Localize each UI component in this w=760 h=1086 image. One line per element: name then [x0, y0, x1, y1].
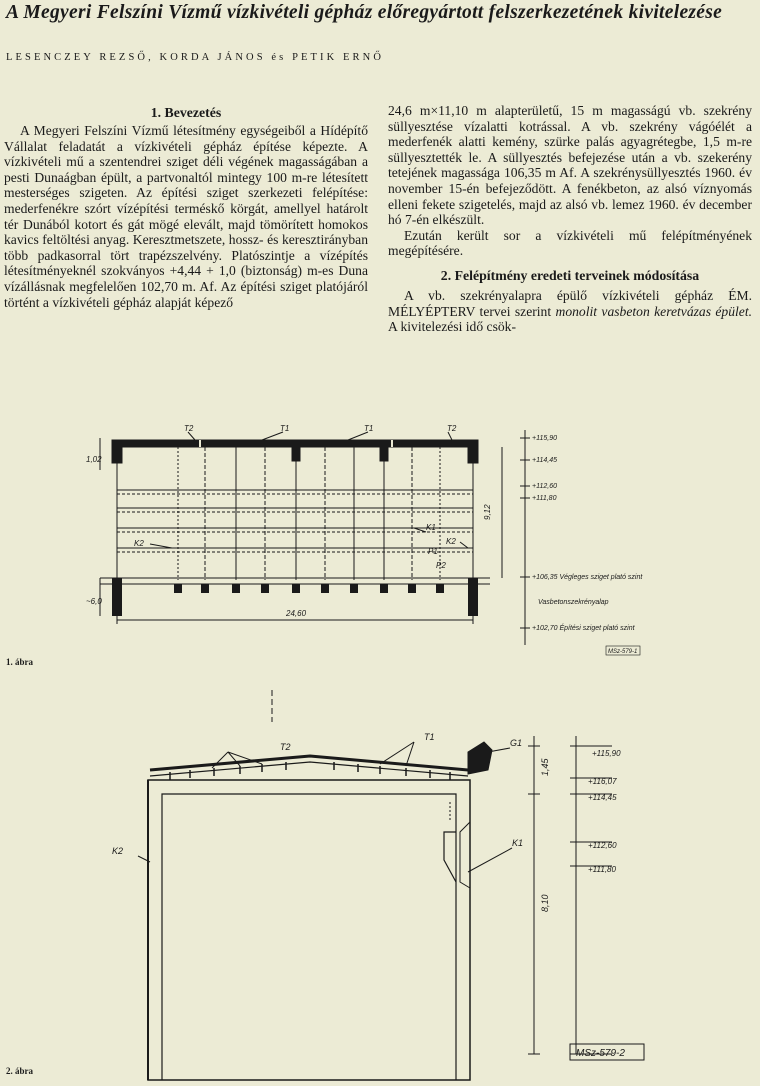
fig1-stamp: MSz-579-1: [608, 649, 638, 655]
figure-1-caption: 1. ábra: [6, 657, 33, 667]
fig1-dim-span: 24,60: [286, 609, 307, 618]
fig2-dim-2: 8,10: [540, 894, 550, 912]
section-1-heading: 1. Bevezetés: [150, 105, 222, 120]
fig2-level-5: +111,80: [588, 865, 616, 874]
fig1-label-P1: P1: [428, 547, 438, 556]
fig2-label-K2: K2: [112, 846, 124, 856]
fig1-level-6: Vasbetonszekrényalap: [538, 599, 609, 606]
fig2-level-3: +114,45: [588, 793, 617, 802]
fig1-label-T1a: T1: [280, 424, 290, 433]
fig2-stamp: MSz-579-2: [576, 1048, 625, 1059]
fig2-level-2: +116,07: [588, 777, 617, 786]
fig2-level-4: +112,60: [588, 841, 617, 850]
section-2-heading: 2. Felépítmény eredeti terveinek módosítása: [440, 267, 700, 283]
section-2-emphasis: monolit vasbeton keretvázas épület.: [555, 303, 752, 319]
fig2-roof: [150, 756, 468, 770]
fig1-label-K1: K1: [426, 523, 436, 532]
article-authors: LESENCZEY REZSŐ, KORDA JÁNOS és PETIK ERNŐ: [6, 52, 385, 63]
left-column: [4, 104, 368, 310]
fig2-label-T2: T2: [280, 742, 291, 752]
section-1-paragraph-1: A Megyeri Felszíni Vízmű létesítmény egységeiből a Hídépítő Vállalat feladatát a vízkivételi gépház építése képezte. A vízkivételi mű a szentendrei sziget déli végének magasságában a pesti Dunaágban épült, a partvonaltól mintegy 100 m-re létesített mesterséges szigeten. Az építési sziget szerkezeti felépítése: mederfenékre szórt vízépítési terméskő körgát, amellyel határolt tér Dunából kotort és gát mögé elevált, majd tömörített homokos kavics feltöltési anyag. Keresztmetszete, hossz- és keresztirányban több padkasorral tört trapézszelvény. Platószintje a vízépítés létesítményeknél szokványos +4,44 + 1,0 (biztonság) m-es Duna vízállásnak megfelelően 102,70 m. Af. Az építési sziget platójáról történt a vízkivételi gépház alapját képező: [4, 123, 368, 310]
fig1-dim-left: ~6,0: [86, 597, 102, 606]
figure-2-drawing: [0, 682, 760, 1086]
fig1-label-T2a: T2: [184, 424, 194, 433]
fig2-label-T1: T1: [424, 732, 435, 742]
fig1-label-T2b: T2: [447, 424, 457, 433]
fig1-level-1: +115,90: [532, 435, 557, 442]
fig2-dim-1: 1,45: [540, 758, 550, 776]
section-1-paragraph-3: Ezután került sor a vízkivételi mű felépítményének megépítésére.: [388, 227, 752, 259]
fig1-label-P2: P2: [436, 561, 446, 570]
fig2-label-G1: G1: [510, 738, 523, 748]
fig2-label-K1: K1: [512, 838, 524, 848]
section-2-paragraph-1: [388, 288, 752, 335]
right-column: [388, 103, 752, 335]
article-title: A Megyeri Felszíni Vízmű vízkivételi gépház előregyártott felszerkezetének kivitelezése: [6, 2, 723, 23]
fig1-level-2: +114,45: [532, 457, 557, 464]
fig1-level-7: +102,70 Építési sziget plató szint: [532, 625, 635, 632]
fig1-label-T1b: T1: [364, 424, 374, 433]
section-1-paragraph-2: 24,6 m×11,10 m alapterületű, 15 m magasságú vb. szekrény süllyesztése vízalatti kotrással. A vb. szekrény vágóélét a mederfenék alatti kemény, szürke palás agyagrétegbe, 1,5 m-re süllyesztették le. A süllyesztés befejezése után a vb. szekerény tetejének magassága 106,35 m Af. A szekrénysüllyesztés 1960. év november 15-én befejeződött. A fenékbeton, az alsó víznyomás elleni fekete szigetelés, majd az alsó vb. lemez 1960. év december hó 7-én elkészült.: [388, 103, 752, 228]
fig1-level-3: +112,60: [532, 483, 557, 490]
figure-2-caption: 2. ábra: [6, 1066, 33, 1076]
section-2-text-b: A kivitelezési idő csök-: [388, 319, 516, 335]
fig1-level-5: +106,35 Végleges sziget plató szint: [532, 574, 643, 581]
section-2-text-a: A vb. szekrényalapra épülő vízkivételi gépház ÉM. MÉLYÉPTERV tervei szerint: [388, 287, 752, 319]
figure-1-drawing: [0, 420, 760, 670]
fig1-label-K2-left: K2: [134, 539, 144, 548]
fig2-level-1: +115,90: [592, 749, 621, 758]
fig1-dim-height: 9,12: [483, 504, 492, 520]
fig1-level-4: +111,80: [532, 495, 557, 502]
fig1-roof-slab: [112, 440, 478, 447]
fig1-dim-top: 1,02: [86, 455, 102, 464]
fig1-label-K2: K2: [446, 537, 456, 546]
fig2-frame: [148, 780, 470, 1080]
